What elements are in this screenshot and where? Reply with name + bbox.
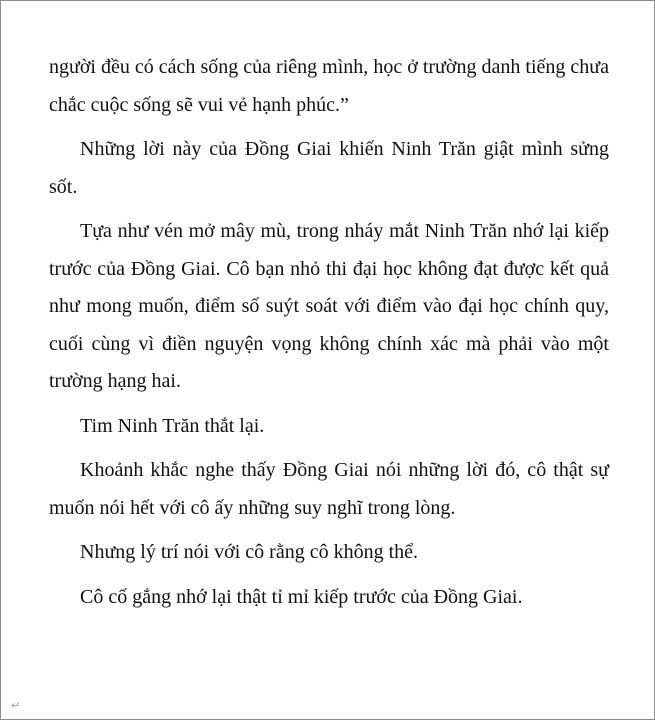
document-body xyxy=(49,49,609,623)
paragraph-5: Khoảnh khắc nghe thấy Đồng Giai nói những lời đó, cô thật sự muốn nói hết với cô ấy những suy nghĩ trong lòng. xyxy=(49,459,609,519)
paragraph-3: Tựa như vén mở mây mù, trong nháy mắt Ninh Trăn nhớ lại kiếp trước của Đồng Giai. Cô bạn nhỏ thi đại học không đạt được kết quả như mong muốn, điểm số suýt soát với điểm vào đại học chính quy, cuối cùng vì điền nguyện vọng không chính xác mà phải vào một trường hạng hai. xyxy=(49,220,609,392)
paragraph-7: Cô cố gắng nhớ lại thật tỉ mỉ kiếp trước của Đồng Giai. xyxy=(80,585,523,608)
paragraph-1: người đều có cách sống của riêng mình, học ở trường danh tiếng chưa chắc cuộc sống sẽ vui vẻ hạnh phúc.” xyxy=(49,56,609,116)
paragraph-4: Tim Ninh Trăn thắt lại. xyxy=(80,414,265,437)
paragraph-2: Những lời này của Đồng Giai khiến Ninh Trăn giật mình sửng sốt. xyxy=(49,138,609,198)
paragraph-6: Nhưng lý trí nói với cô rằng cô không thể. xyxy=(80,541,419,563)
paragraph-return-arrow-icon: ↵ xyxy=(11,699,21,712)
